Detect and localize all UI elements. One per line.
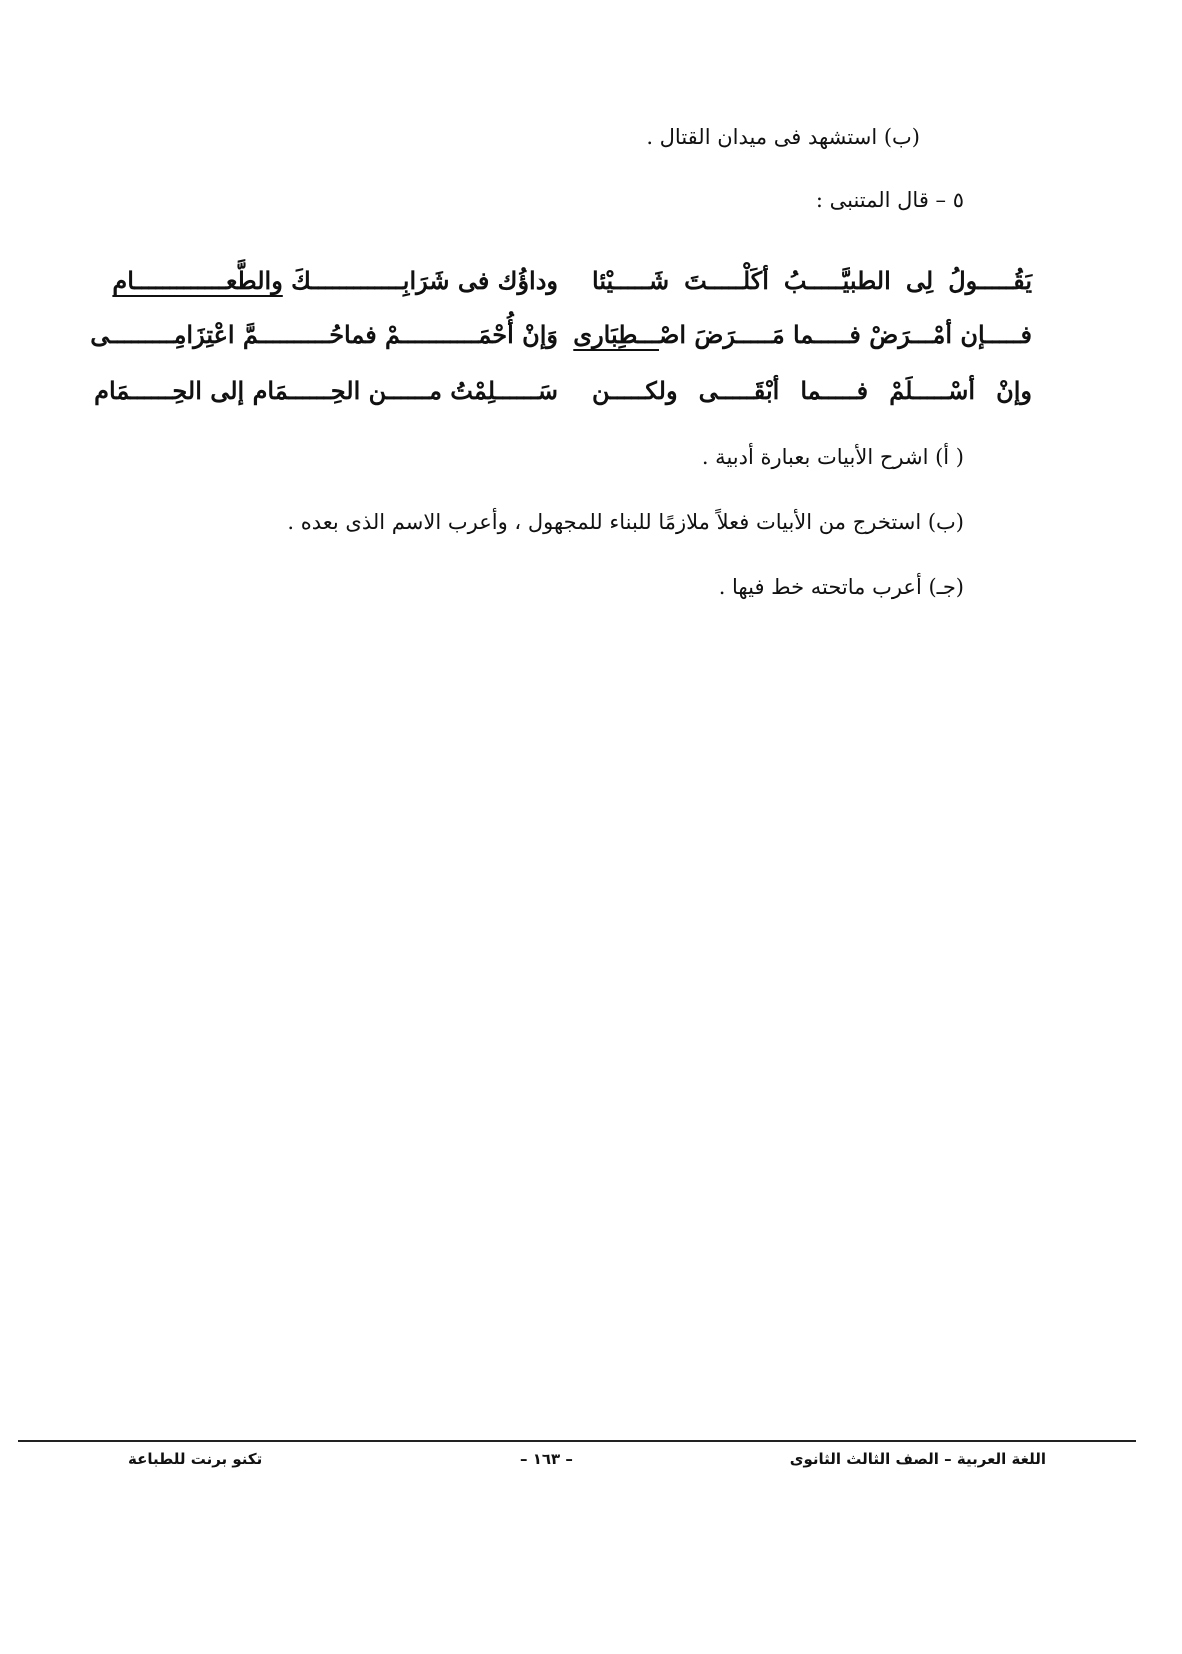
verse-3-second-text: سَــــــلِمْتُ مــــــن الحِــــــمَام إلى الحِــــــمَام: [94, 376, 558, 405]
verse-1-second-text: وداؤُك فى شَرَابِـــــــــــــكَ: [282, 266, 558, 295]
verse-1-first-hemistich: [592, 264, 1032, 298]
question-a: ( أ) اشرح الأبيات بعبارة أدبية .: [701, 445, 964, 469]
verse-3-first-hemistich: [592, 374, 1032, 408]
question-5-header: ٥ – قال المتنبى :: [815, 188, 964, 212]
answer-b-line: (ب) استشهد فى ميدان القتال .: [646, 125, 920, 149]
question-c: (جـ) أعرب ماتحته خط فيها .: [718, 575, 964, 599]
verse-2-underlined-word: ـــطِبَارى: [573, 320, 659, 349]
verse-2-first-hemistich: [573, 318, 1032, 352]
verse-1-second-hemistich: [112, 264, 558, 298]
footer-printer: تكنو برنت للطباعة: [128, 1450, 263, 1468]
verse-2-second-text: وَإنْ أُحْمَـــــــــــمْ فماحُــــــــــمَّ اعْتِزَامِـــــــــى: [90, 320, 558, 349]
verse-1-first-text: يَقُـــــولُ لِى الطبيَّـــــبُ أكَلْـــــتَ شَـــــيْئا: [592, 266, 1032, 295]
footer-subject: اللغة العربية – الصف الثالث الثانوى: [789, 1450, 1046, 1468]
verse-3-first-text: وإنْ أسْـــــلَمْ فـــــما أبْقَـــــى ولكـــــن: [592, 376, 1032, 405]
verse-1-underlined-word: والطَّعـــــــــــــام: [112, 266, 283, 295]
footer-divider: [18, 1440, 1136, 1442]
question-b: (ب) استخرج من الأبيات فعلاً ملازمًا للبناء للمجهول ، وأعرب الاسم الذى بعده .: [287, 510, 964, 534]
verse-2-second-hemistich: [90, 318, 558, 352]
verse-2-first-text: فـــــإن أمْـــرَضْ فـــــما مَـــــرَضَ اصْ: [659, 320, 1032, 349]
footer-page-number: – ١٦٣ –: [520, 1450, 573, 1468]
verse-3-second-hemistich: [94, 374, 558, 408]
